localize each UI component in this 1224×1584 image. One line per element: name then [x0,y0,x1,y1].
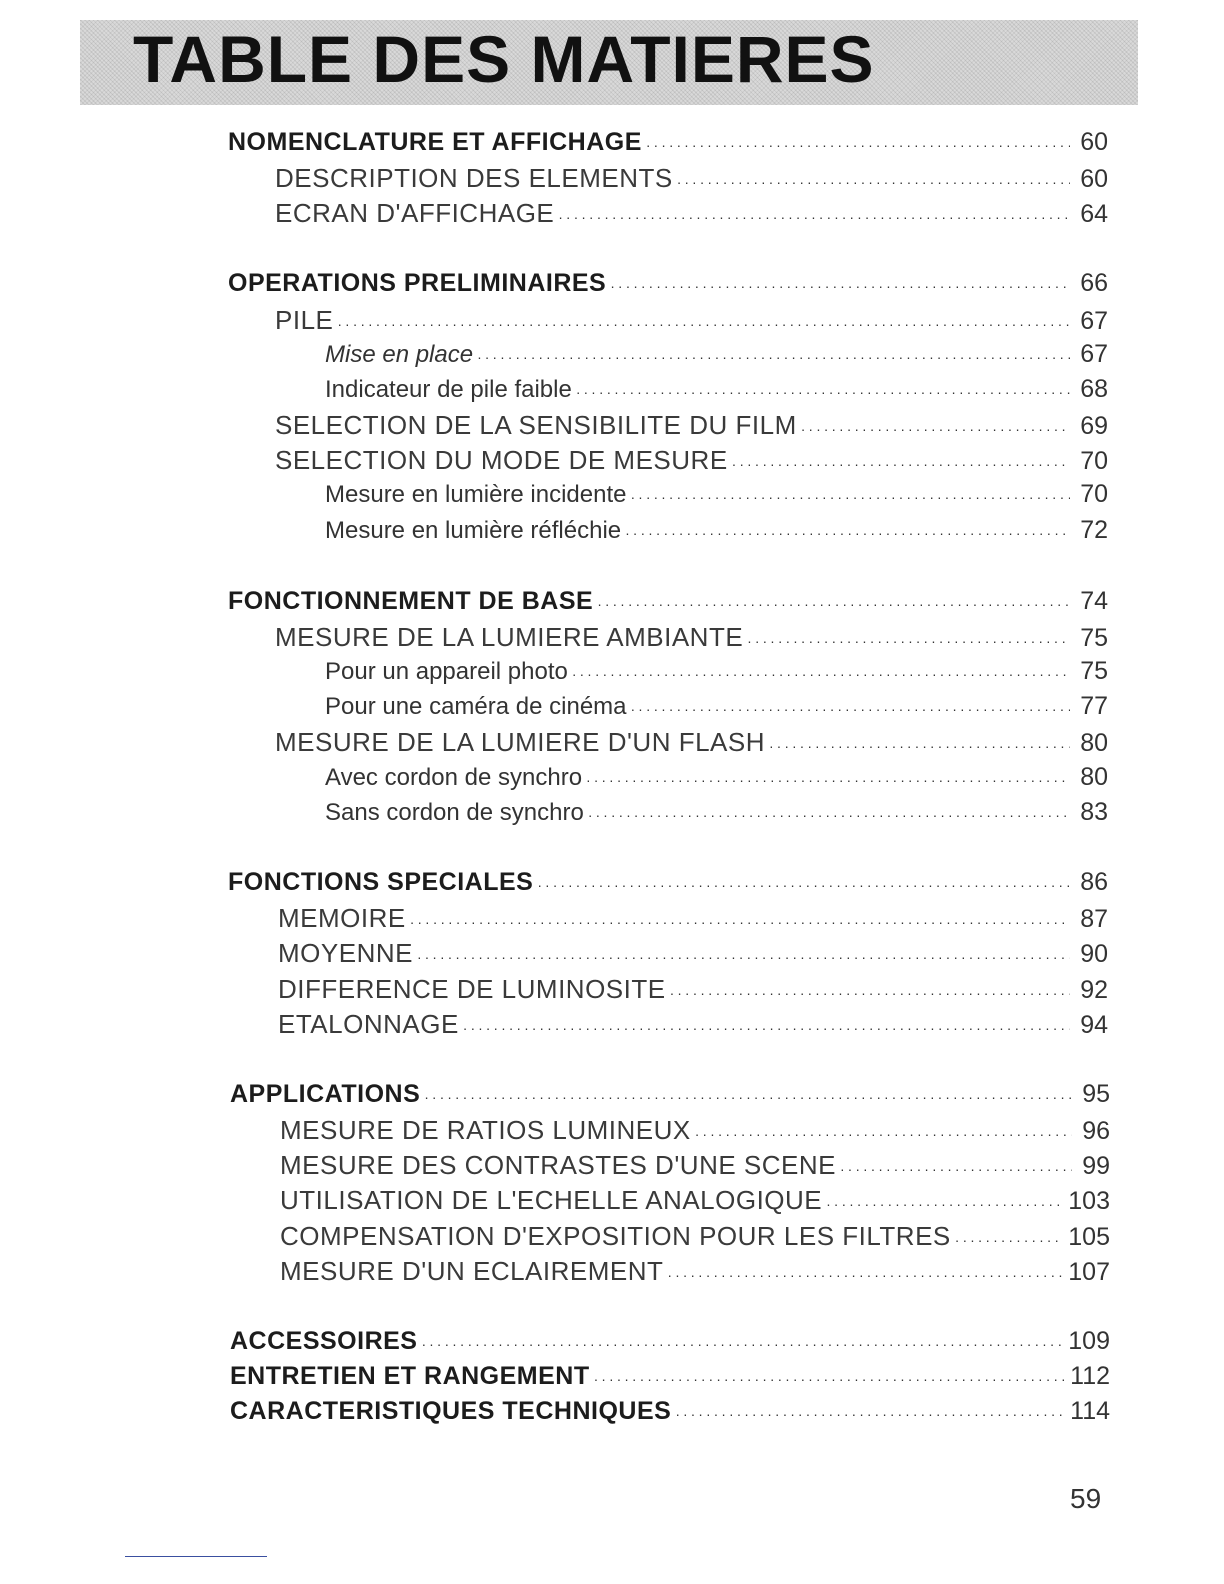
toc-page: 92 [1080,976,1108,1004]
toc-label: OPERATIONS PRELIMINAIRES [228,269,607,297]
dot-leader [631,702,1071,716]
toc-label: Indicateur de pile faible [325,376,572,403]
dot-leader [424,1090,1072,1104]
toc-label: ECRAN D'AFFICHAGE [275,198,555,228]
toc-section-entry[interactable] [230,1397,1110,1433]
dot-leader [732,457,1070,471]
toc-subentry[interactable] [325,763,1108,799]
toc-entry[interactable] [278,938,1108,974]
dot-leader [675,1407,1064,1421]
toc-label: MESURE DE LA LUMIERE D'UN FLASH [275,727,766,757]
dot-leader [463,1021,1070,1035]
dot-leader [558,210,1070,224]
toc-page: 103 [1068,1187,1110,1215]
dot-leader [646,138,1070,152]
toc-page: 68 [1080,375,1108,403]
toc-label: SELECTION DU MODE DE MESURE [275,445,728,475]
dot-leader [826,1197,1062,1211]
toc-label: MESURE DE LA LUMIERE AMBIANTE [275,622,744,652]
toc-label: MEMOIRE [278,903,406,933]
toc-label: MESURE DE RATIOS LUMINEUX [280,1115,691,1145]
dot-leader [594,1372,1065,1386]
toc-label: Mesure en lumière incidente [325,481,627,508]
dot-leader [417,950,1070,964]
page-title: TABLE DES MATIERES [133,22,875,96]
toc-label: CARACTERISTIQUES TECHNIQUES [230,1397,672,1425]
toc-page: 75 [1080,657,1108,685]
toc-page: 64 [1080,200,1108,228]
toc-label: DESCRIPTION DES ELEMENTS [275,163,673,193]
toc-entry[interactable] [275,622,1108,658]
toc-label: FONCTIONNEMENT DE BASE [228,587,594,615]
toc-entry[interactable] [278,974,1108,1010]
toc-page: 75 [1080,624,1108,652]
toc-entry[interactable] [275,727,1108,763]
dot-leader [410,915,1070,929]
dot-leader [421,1337,1062,1351]
toc-page: 99 [1082,1152,1110,1180]
toc-section-entry[interactable] [228,587,1108,623]
toc-page: 105 [1068,1223,1110,1251]
dot-leader [670,986,1070,1000]
dot-leader [586,773,1070,787]
dot-leader [576,385,1070,399]
toc-label: MESURE D'UN ECLAIREMENT [280,1256,664,1286]
toc-page: 72 [1080,516,1108,544]
toc-subentry[interactable] [325,657,1108,693]
toc-page: 67 [1080,307,1108,335]
toc-page: 87 [1080,905,1108,933]
toc-page: 107 [1068,1258,1110,1286]
toc-entry[interactable] [280,1221,1110,1257]
dot-leader [747,634,1070,648]
toc-label: Avec cordon de synchro [325,764,583,791]
footer-divider [125,1556,267,1557]
toc-page: 94 [1080,1011,1108,1039]
dot-leader [597,597,1070,611]
toc-entry[interactable] [275,163,1108,199]
toc-label: FONCTIONS SPECIALES [228,868,534,896]
toc-label: ETALONNAGE [278,1009,459,1039]
toc-page: 70 [1080,480,1108,508]
dot-leader [769,739,1070,753]
dot-leader [337,317,1070,331]
toc-label: APPLICATIONS [230,1080,421,1108]
toc-label: Pour une caméra de cinéma [325,693,627,720]
toc-label: Mesure en lumière réfléchie [325,517,622,544]
toc-section-entry[interactable] [230,1327,1110,1363]
toc-label: Sans cordon de synchro [325,799,584,826]
toc-subentry[interactable] [325,375,1108,411]
toc-entry[interactable] [278,903,1108,939]
toc-label: NOMENCLATURE ET AFFICHAGE [228,128,642,156]
toc-page: 69 [1080,412,1108,440]
toc-label: MOYENNE [278,938,413,968]
toc-page: 96 [1082,1117,1110,1145]
dot-leader [840,1162,1072,1176]
toc-subentry[interactable] [325,692,1108,728]
dot-leader [955,1233,1063,1247]
toc-entry[interactable] [280,1150,1110,1186]
toc-page: 114 [1070,1397,1110,1425]
dot-leader [631,490,1071,504]
toc-label: UTILISATION DE L'ECHELLE ANALOGIQUE [280,1185,823,1215]
toc-label: SELECTION DE LA SENSIBILITE DU FILM [275,410,797,440]
page-number: 59 [1070,1483,1102,1514]
toc-page: 60 [1080,128,1108,156]
toc-subentry[interactable] [325,480,1108,516]
toc-entry[interactable] [280,1115,1110,1151]
toc-section-entry[interactable] [228,868,1108,904]
dot-leader [477,350,1070,364]
toc-subentry[interactable] [325,798,1108,834]
dot-leader [588,808,1070,822]
toc-page: 83 [1080,798,1108,826]
toc-label: MESURE DES CONTRASTES D'UNE SCENE [280,1150,836,1180]
toc-page: 60 [1080,165,1108,193]
toc-label: Pour un appareil photo [325,658,568,685]
toc-entry[interactable] [278,1009,1108,1045]
toc-page: 95 [1082,1080,1110,1108]
toc-section-entry[interactable] [228,269,1108,305]
toc-page: 86 [1080,868,1108,896]
toc-entry[interactable] [275,410,1108,446]
toc-entry[interactable] [280,1185,1110,1221]
toc-entry[interactable] [280,1256,1110,1292]
toc-entry[interactable] [275,198,1108,234]
toc-page: 66 [1080,269,1108,297]
toc-entry[interactable] [275,445,1108,481]
dot-leader [537,878,1070,892]
toc-subentry[interactable] [325,516,1108,552]
toc-page: 112 [1070,1362,1110,1390]
toc-page: 74 [1080,587,1108,615]
dot-leader [625,526,1070,540]
toc-page: 77 [1080,692,1108,720]
toc-label: DIFFERENCE DE LUMINOSITE [278,974,666,1004]
toc-label: ENTRETIEN ET RANGEMENT [230,1362,590,1390]
toc-label: COMPENSATION D'EXPOSITION POUR LES FILTRES [280,1221,951,1251]
toc-subentry[interactable] [325,340,1108,376]
toc-page: 80 [1080,729,1108,757]
toc-section-entry[interactable] [228,128,1108,164]
toc-page: 70 [1080,447,1108,475]
toc-label: Mise en place [325,341,474,368]
toc-label: ACCESSOIRES [230,1327,418,1355]
toc-entry[interactable] [275,305,1108,341]
toc-page: 67 [1080,340,1108,368]
dot-leader [610,279,1070,293]
dot-leader [801,422,1070,436]
toc-label: PILE [275,305,334,335]
toc-page: 80 [1080,763,1108,791]
dot-leader [572,667,1070,681]
toc-page: 109 [1068,1327,1110,1355]
toc-section-entry[interactable] [230,1362,1110,1398]
dot-leader [677,175,1070,189]
toc-page: 90 [1080,940,1108,968]
toc-section-entry[interactable] [230,1080,1110,1116]
dot-leader [667,1268,1062,1282]
dot-leader [695,1127,1072,1141]
